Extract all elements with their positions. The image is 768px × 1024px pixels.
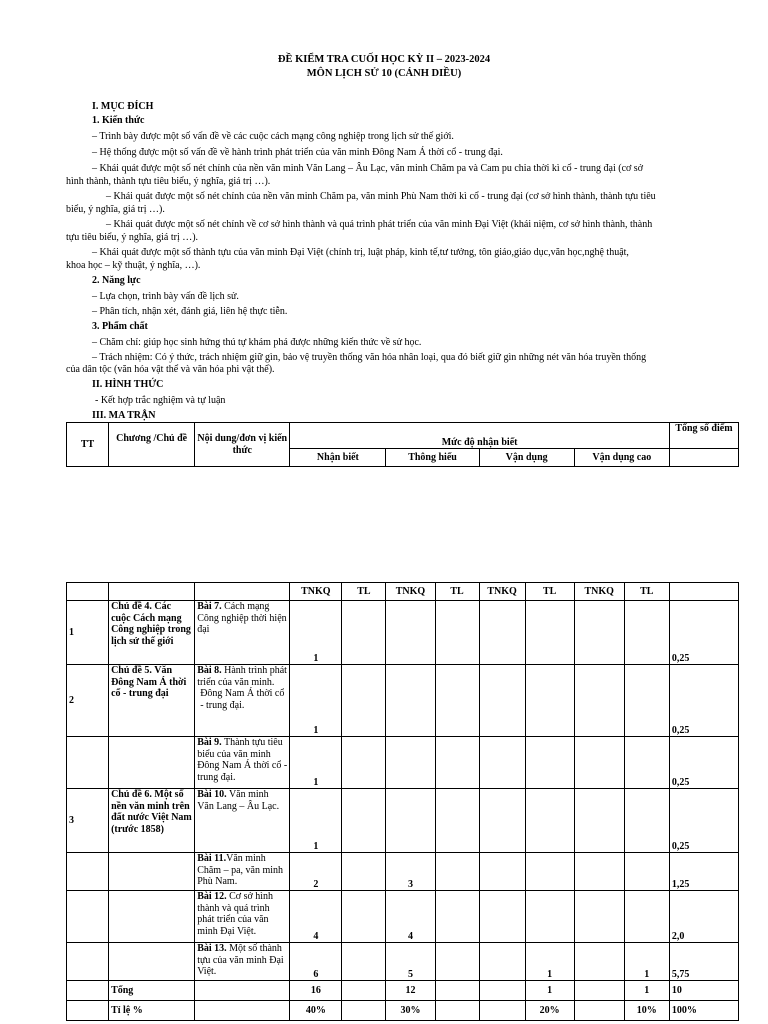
lesson-title: Hành trình phát triển của văn minh. bbox=[197, 665, 287, 688]
value-cell bbox=[479, 943, 525, 981]
row-tt bbox=[67, 943, 109, 981]
value-cell bbox=[435, 943, 479, 981]
value-cell bbox=[574, 891, 624, 943]
row-chude bbox=[109, 943, 195, 981]
section-2-heading: II. HÌNH THỨC bbox=[92, 379, 164, 390]
lesson-number: Bài 9. bbox=[197, 737, 222, 748]
value-cell bbox=[435, 789, 479, 853]
row-tt: 3 bbox=[67, 789, 109, 853]
value-cell bbox=[624, 853, 669, 891]
value-cell bbox=[525, 891, 574, 943]
knowledge-1: – Trình bày được một số vấn đề về các cuộc cách mạng công nghiệp trong lịch sử thế giới. bbox=[92, 131, 454, 142]
table-row bbox=[67, 853, 739, 891]
value-cell bbox=[574, 853, 624, 891]
value-cell: 16 bbox=[290, 981, 342, 1001]
subheader-cell: TL bbox=[342, 583, 386, 601]
total-row-score: 10 bbox=[669, 981, 738, 1001]
value-cell bbox=[479, 601, 525, 665]
table-row bbox=[67, 789, 739, 853]
value-cell bbox=[435, 891, 479, 943]
subsection-competency: 2. Năng lực bbox=[92, 275, 141, 286]
ratio-row bbox=[67, 1001, 739, 1021]
empty-cell bbox=[67, 981, 109, 1001]
value-cell bbox=[525, 789, 574, 853]
knowledge-4b: biểu, ý nghĩa, giá trị …). bbox=[66, 204, 165, 215]
row-tt bbox=[67, 737, 109, 789]
subheader-cell: TL bbox=[525, 583, 574, 601]
header-tongso: Tổng số điểm bbox=[669, 423, 738, 449]
value-cell bbox=[574, 981, 624, 1001]
subhead-empty-1 bbox=[67, 583, 109, 601]
value-cell bbox=[479, 1001, 525, 1021]
lesson-number: Bài 12. bbox=[197, 891, 227, 902]
total-row bbox=[67, 981, 739, 1001]
value-cell bbox=[342, 981, 386, 1001]
lesson-title: Thành tựu tiêu biểu của văn minh Đông Nam Á thời cổ - trung đại. bbox=[197, 737, 288, 783]
level-thong-hieu: Thông hiểu bbox=[386, 449, 479, 467]
value-cell: 1 bbox=[290, 737, 342, 789]
row-chude: Chủ đề 4. Các cuộc Cách mạng Công nghiệp trong lịch sử thế giới bbox=[109, 601, 195, 665]
table-row bbox=[67, 601, 739, 665]
lesson-number: Bài 10. bbox=[197, 789, 227, 800]
value-cell bbox=[624, 737, 669, 789]
value-cell bbox=[342, 943, 386, 981]
header-chuong: Chương /Chủ đề bbox=[109, 423, 195, 467]
value-cell bbox=[342, 665, 386, 737]
row-lesson bbox=[195, 601, 290, 665]
section-3-heading: III. MA TRẬN bbox=[92, 410, 156, 421]
value-cell bbox=[525, 853, 574, 891]
subsection-knowledge: 1. Kiến thức bbox=[92, 115, 145, 126]
knowledge-5a: – Khái quát được một số nét chính về cơ sở hình thành và quá trình phát triển của văn minh Đại Việt (khái niệm, cơ sở hình thành, thành bbox=[106, 219, 653, 230]
value-cell bbox=[525, 737, 574, 789]
row-lesson bbox=[195, 853, 290, 891]
lesson-number: Bài 8. bbox=[197, 665, 222, 676]
level-van-dung: Vận dụng bbox=[479, 449, 574, 467]
value-cell: 4 bbox=[386, 891, 435, 943]
table-row bbox=[67, 665, 739, 737]
subhead-empty-2 bbox=[109, 583, 195, 601]
row-total-score: 0,25 bbox=[669, 789, 738, 853]
value-cell bbox=[342, 853, 386, 891]
value-cell bbox=[435, 981, 479, 1001]
lesson-title: Cơ sở hình thành và quá trình phát triển của văn minh Đại Việt. bbox=[197, 891, 274, 937]
row-total-score: 2,0 bbox=[669, 891, 738, 943]
value-cell bbox=[386, 789, 435, 853]
empty-cell bbox=[67, 1001, 109, 1021]
doc-title-2: MÔN LỊCH SỬ 10 (CÁNH DIỀU) bbox=[306, 68, 462, 79]
row-chude: Chủ đề 6. Một số nền văn minh trên đất nước Việt Nam (trước 1858) bbox=[109, 789, 195, 853]
row-total-score: 5,75 bbox=[669, 943, 738, 981]
value-cell bbox=[479, 737, 525, 789]
value-cell bbox=[342, 737, 386, 789]
table-row bbox=[67, 891, 739, 943]
value-cell bbox=[574, 789, 624, 853]
ratio-row-label: Tỉ lệ % bbox=[109, 1001, 195, 1021]
header-noidung: Nội dung/đơn vị kiến thức bbox=[195, 423, 290, 467]
header-mucdo: Mức độ nhận biết bbox=[290, 423, 670, 449]
row-total-score: 0,25 bbox=[669, 665, 738, 737]
value-cell bbox=[479, 853, 525, 891]
header-tt: TT bbox=[67, 423, 109, 467]
value-cell bbox=[386, 601, 435, 665]
value-cell bbox=[342, 1001, 386, 1021]
value-cell: 1 bbox=[525, 943, 574, 981]
value-cell: 1 bbox=[624, 943, 669, 981]
row-total-score: 0,25 bbox=[669, 601, 738, 665]
value-cell bbox=[386, 665, 435, 737]
row-chude: Chủ đề 5. Văn Đông Nam Á thời cổ - trung đại bbox=[109, 665, 195, 737]
value-cell: 1 bbox=[525, 981, 574, 1001]
value-cell bbox=[435, 853, 479, 891]
matrix-table bbox=[66, 582, 739, 1021]
subheader-cell: TL bbox=[624, 583, 669, 601]
value-cell bbox=[624, 601, 669, 665]
value-cell bbox=[624, 665, 669, 737]
row-chude bbox=[109, 853, 195, 891]
empty-cell bbox=[195, 1001, 290, 1021]
value-cell bbox=[525, 665, 574, 737]
knowledge-4a: – Khái quát được một số nét chính của nền văn minh Chăm pa, văn minh Phù Nam thời kì cổ - trung đại (cơ sở hình thành, thành tựu tiêu bbox=[106, 191, 656, 202]
row-chude bbox=[109, 891, 195, 943]
quality-1: – Chăm chỉ: giúp học sinh hứng thú tự khám phá được những kiến thức về sử học. bbox=[92, 337, 422, 348]
knowledge-3b: hình thành, thành tựu tiêu biểu, ý nghĩa, giá trị …). bbox=[66, 176, 271, 187]
subsection-quality: 3. Phẩm chất bbox=[92, 321, 148, 332]
value-cell bbox=[342, 891, 386, 943]
value-cell: 40% bbox=[290, 1001, 342, 1021]
value-cell bbox=[435, 1001, 479, 1021]
subheader-cell: TNKQ bbox=[386, 583, 435, 601]
value-cell: 1 bbox=[290, 789, 342, 853]
row-tt: 1 bbox=[67, 601, 109, 665]
value-cell bbox=[479, 981, 525, 1001]
section-1-heading: I. MỤC ĐÍCH bbox=[92, 101, 154, 112]
value-cell bbox=[435, 737, 479, 789]
value-cell: 12 bbox=[386, 981, 435, 1001]
value-cell: 1 bbox=[624, 981, 669, 1001]
value-cell bbox=[525, 601, 574, 665]
row-lesson bbox=[195, 665, 290, 737]
value-cell bbox=[574, 737, 624, 789]
value-cell bbox=[435, 601, 479, 665]
knowledge-6a: – Khái quát được một số thành tựu của văn minh Đại Việt (chính trị, luật pháp, kinh tế,tư tưởng, tôn giáo,giáo dục,văn học,nghệ thuật, bbox=[92, 247, 629, 258]
value-cell: 10% bbox=[624, 1001, 669, 1021]
value-cell bbox=[435, 665, 479, 737]
value-cell: 5 bbox=[386, 943, 435, 981]
row-lesson bbox=[195, 737, 290, 789]
quality-2b: của dân tộc (văn hóa vật thể và văn hóa phi vật thể). bbox=[66, 364, 275, 375]
row-total-score: 0,25 bbox=[669, 737, 738, 789]
value-cell: 3 bbox=[386, 853, 435, 891]
subheader-cell: TNKQ bbox=[290, 583, 342, 601]
value-cell: 20% bbox=[525, 1001, 574, 1021]
header-empty-cell bbox=[669, 449, 738, 467]
subheader-cell: TNKQ bbox=[574, 583, 624, 601]
value-cell bbox=[386, 737, 435, 789]
value-cell bbox=[574, 601, 624, 665]
value-cell bbox=[342, 601, 386, 665]
row-lesson bbox=[195, 943, 290, 981]
subhead-empty-total bbox=[669, 583, 738, 601]
competency-2: – Phân tích, nhận xét, đánh giá, liên hệ thực tiễn. bbox=[92, 306, 288, 317]
value-cell bbox=[342, 789, 386, 853]
knowledge-6b: khoa học – kỹ thuật, ý nghĩa, …). bbox=[66, 260, 201, 271]
value-cell bbox=[574, 665, 624, 737]
subheader-cell: TL bbox=[435, 583, 479, 601]
empty-cell bbox=[195, 981, 290, 1001]
lesson-number: Bài 13. bbox=[197, 943, 227, 954]
level-nhan-biet: Nhận biết bbox=[290, 449, 386, 467]
value-cell bbox=[479, 665, 525, 737]
ratio-row-score: 100% bbox=[669, 1001, 738, 1021]
row-lesson bbox=[195, 789, 290, 853]
value-cell: 4 bbox=[290, 891, 342, 943]
row-total-score: 1,25 bbox=[669, 853, 738, 891]
value-cell bbox=[574, 943, 624, 981]
row-tt bbox=[67, 853, 109, 891]
table-row bbox=[67, 943, 739, 981]
subhead-empty-3 bbox=[195, 583, 290, 601]
value-cell: 30% bbox=[386, 1001, 435, 1021]
total-row-label: Tổng bbox=[109, 981, 195, 1001]
value-cell: 1 bbox=[290, 665, 342, 737]
value-cell: 2 bbox=[290, 853, 342, 891]
value-cell: 6 bbox=[290, 943, 342, 981]
lesson-number: Bài 7. bbox=[197, 601, 222, 612]
lesson-title: Một số thành tựu của văn minh Đại Việt. bbox=[197, 943, 284, 977]
value-cell: 1 bbox=[290, 601, 342, 665]
value-cell bbox=[574, 1001, 624, 1021]
form-line: - Kết hợp trắc nghiệm và tự luận bbox=[95, 395, 226, 406]
value-cell bbox=[624, 891, 669, 943]
knowledge-3a: – Khái quát được một số nét chính của nền văn minh Văn Lang – Âu Lạc, văn minh Chăm pa và Cam pu chia thời kì cổ - trung đại (cơ sở bbox=[92, 163, 643, 174]
lesson-number: Bài 11. bbox=[197, 853, 227, 864]
lesson-title-cont: Đông Nam Á thời cổ - trung đại. bbox=[200, 688, 285, 711]
competency-1: – Lựa chọn, trình bày vấn đề lịch sử. bbox=[92, 291, 239, 302]
knowledge-2: – Hệ thống được một số vấn đề về hành trình phát triển của văn minh Đông Nam Á thời cổ - trung đại. bbox=[92, 147, 503, 158]
row-chude bbox=[109, 737, 195, 789]
value-cell bbox=[624, 789, 669, 853]
row-tt: 2 bbox=[67, 665, 109, 737]
lesson-title: Văn minh Chăm – pa, văn minh Phù Nam. bbox=[197, 853, 284, 887]
quality-2a: – Trách nhiệm: Có ý thức, trách nhiệm giữ gìn, bảo vệ truyền thống văn hóa nhân loại, qua đó biết giữ gìn những nét văn hóa truyền thống bbox=[92, 352, 647, 363]
matrix-header-table bbox=[66, 422, 739, 467]
level-van-dung-cao: Vận dụng cao bbox=[574, 449, 669, 467]
value-cell bbox=[479, 789, 525, 853]
doc-title-1: ĐỀ KIỂM TRA CUỐI HỌC KỲ II – 2023-2024 bbox=[277, 54, 491, 65]
lesson-title: Văn minh Văn Lang – Âu Lạc. bbox=[197, 789, 280, 812]
value-cell bbox=[479, 891, 525, 943]
subheader-cell: TNKQ bbox=[479, 583, 525, 601]
knowledge-5b: tựu tiêu biểu, ý nghĩa, giá trị …). bbox=[66, 232, 199, 243]
table-row bbox=[67, 737, 739, 789]
lesson-title: Cách mạng Công nghiệp thời hiện đại bbox=[197, 601, 287, 635]
row-tt bbox=[67, 891, 109, 943]
row-lesson bbox=[195, 891, 290, 943]
